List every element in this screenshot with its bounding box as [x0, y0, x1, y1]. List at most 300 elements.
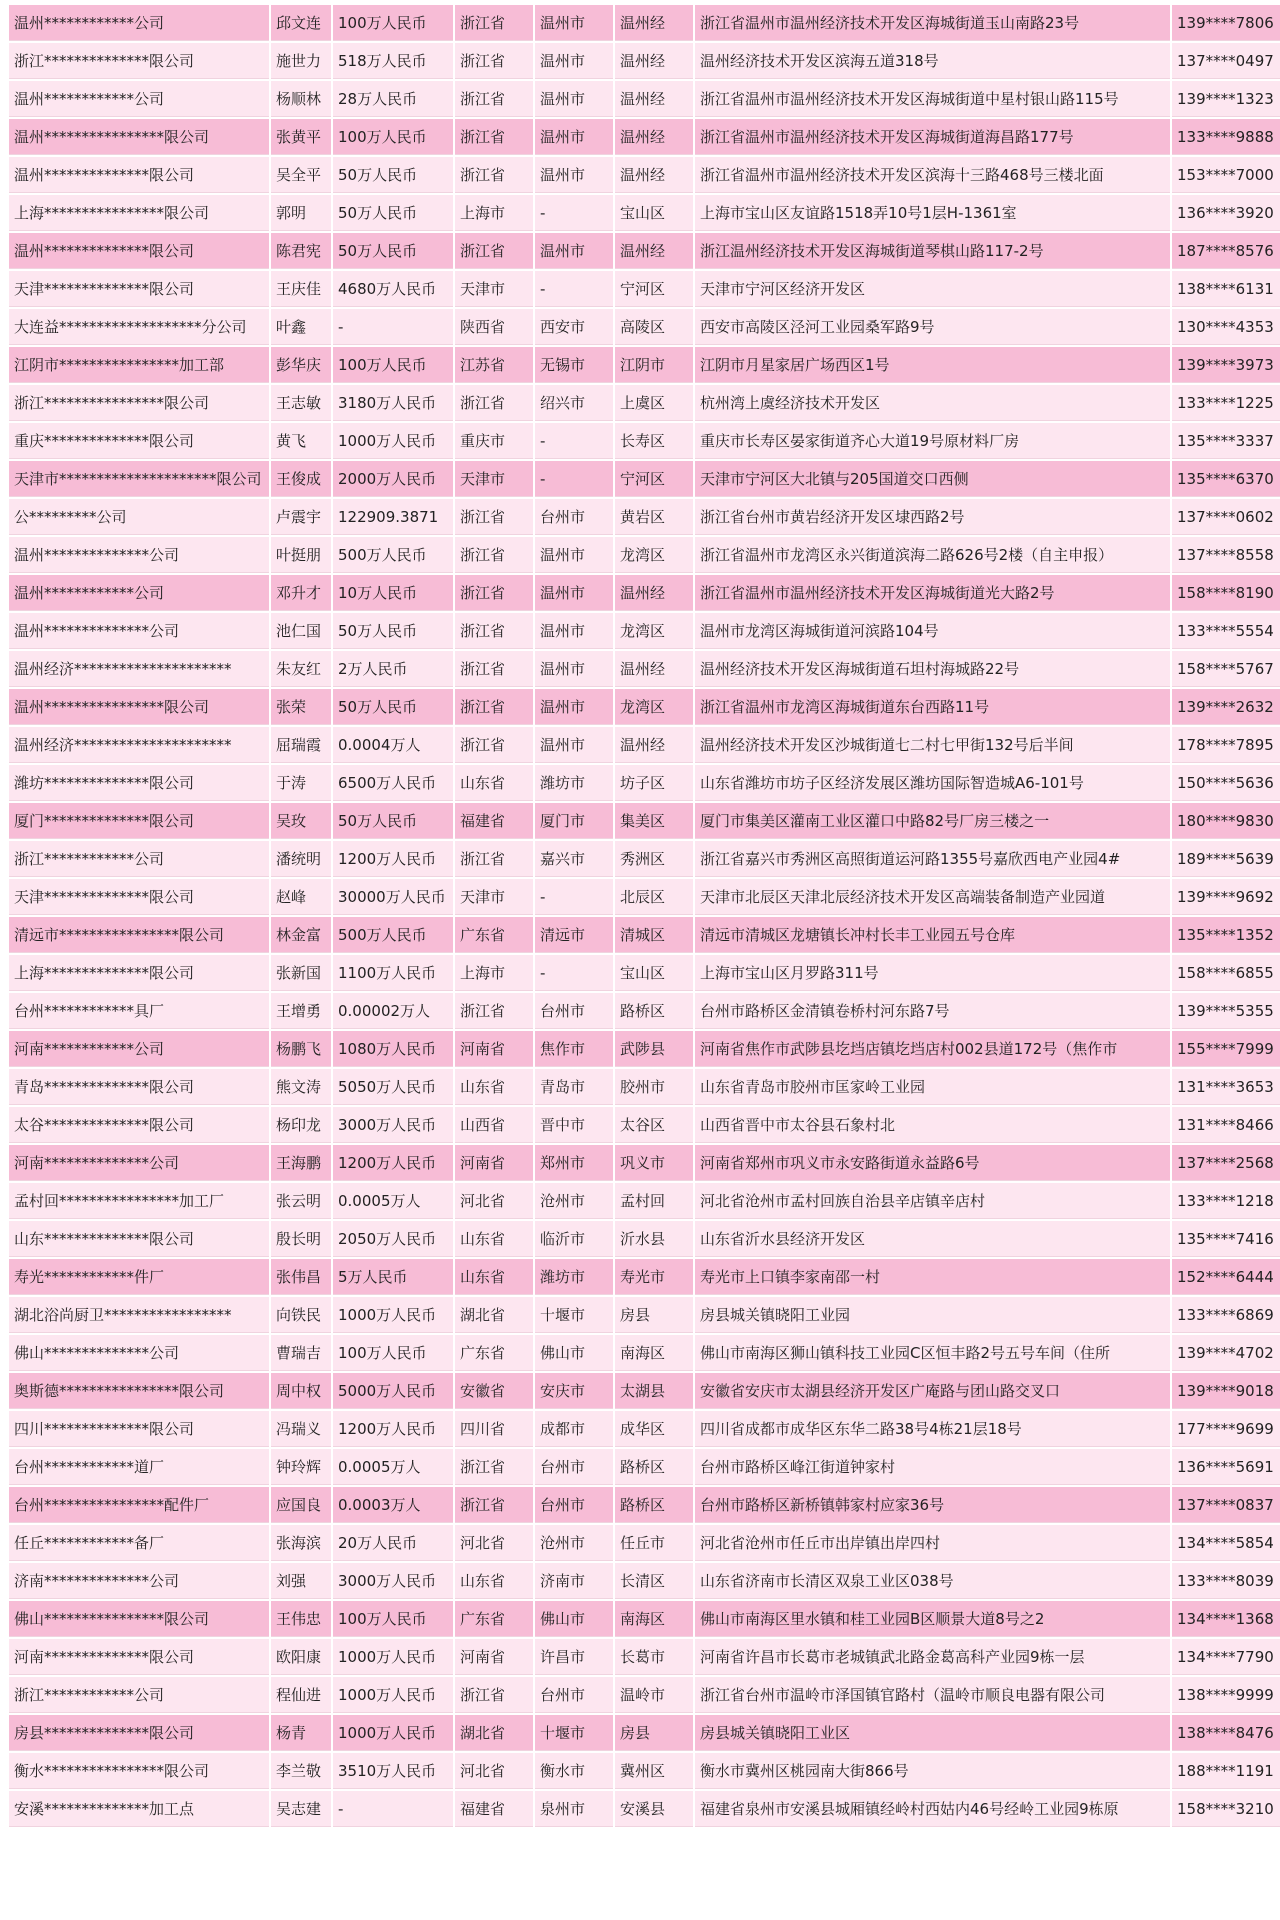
registered-capital-cell: 5万人民币 — [333, 1259, 453, 1295]
phone-cell: 135****3337 — [1172, 423, 1280, 459]
phone-cell: 187****8576 — [1172, 233, 1280, 269]
district-cell: 任丘市 — [615, 1525, 693, 1561]
table-row — [9, 727, 1280, 763]
phone-cell: 135****7416 — [1172, 1221, 1280, 1257]
registered-capital-cell: 10万人民币 — [333, 575, 453, 611]
registered-capital-cell: - — [333, 1791, 453, 1827]
district-cell: 温州经 — [615, 651, 693, 687]
address-cell: 西安市高陵区泾河工业园桑军路9号 — [695, 309, 1170, 345]
registered-capital-cell: 50万人民币 — [333, 803, 453, 839]
company-name-cell: 佛山**************公司 — [9, 1335, 269, 1371]
registered-capital-cell: 0.0003万人 — [333, 1487, 453, 1523]
legal-person-cell: 钟玲辉 — [271, 1449, 331, 1485]
phone-cell: 134****7790 — [1172, 1639, 1280, 1675]
company-name-cell: 天津**************限公司 — [9, 271, 269, 307]
company-name-cell: 寿光************件厂 — [9, 1259, 269, 1295]
phone-cell: 139****7806 — [1172, 5, 1280, 41]
province-cell: 山东省 — [455, 1069, 533, 1105]
district-cell: 秀洲区 — [615, 841, 693, 877]
province-cell: 安徽省 — [455, 1373, 533, 1409]
address-cell: 四川省成都市成华区东华二路38号4栋21层18号 — [695, 1411, 1170, 1447]
table-row — [9, 271, 1280, 307]
company-name-cell: 厦门**************限公司 — [9, 803, 269, 839]
registered-capital-cell: 1200万人民币 — [333, 1145, 453, 1181]
city-cell: 温州市 — [535, 575, 613, 611]
phone-cell: 180****9830 — [1172, 803, 1280, 839]
legal-person-cell: 熊文涛 — [271, 1069, 331, 1105]
table-row — [9, 1373, 1280, 1409]
registered-capital-cell: 500万人民币 — [333, 537, 453, 573]
city-cell: 晋中市 — [535, 1107, 613, 1143]
province-cell: 湖北省 — [455, 1715, 533, 1751]
legal-person-cell: 殷长明 — [271, 1221, 331, 1257]
table-row — [9, 917, 1280, 953]
district-cell: 龙湾区 — [615, 537, 693, 573]
registered-capital-cell: 6500万人民币 — [333, 765, 453, 801]
company-name-cell: 太谷**************限公司 — [9, 1107, 269, 1143]
phone-cell: 134****1368 — [1172, 1601, 1280, 1637]
district-cell: 房县 — [615, 1715, 693, 1751]
legal-person-cell: 屈瑞霞 — [271, 727, 331, 763]
table-row — [9, 1449, 1280, 1485]
company-name-cell: 山东**************限公司 — [9, 1221, 269, 1257]
table-row — [9, 1563, 1280, 1599]
table-row — [9, 841, 1280, 877]
company-name-cell: 房县**************限公司 — [9, 1715, 269, 1751]
city-cell: - — [535, 955, 613, 991]
company-name-cell: 衡水****************限公司 — [9, 1753, 269, 1789]
table-row — [9, 119, 1280, 155]
city-cell: 潍坊市 — [535, 765, 613, 801]
district-cell: 龙湾区 — [615, 689, 693, 725]
table-row — [9, 195, 1280, 231]
legal-person-cell: 杨青 — [271, 1715, 331, 1751]
company-name-cell: 任丘************备厂 — [9, 1525, 269, 1561]
company-name-cell: 温州经济********************* — [9, 651, 269, 687]
legal-person-cell: 叶鑫 — [271, 309, 331, 345]
district-cell: 北辰区 — [615, 879, 693, 915]
address-cell: 浙江省温州市温州经济技术开发区海城街道光大路2号 — [695, 575, 1170, 611]
district-cell: 太湖县 — [615, 1373, 693, 1409]
table-row — [9, 1183, 1280, 1219]
district-cell: 温州经 — [615, 119, 693, 155]
legal-person-cell: 张云明 — [271, 1183, 331, 1219]
legal-person-cell: 欧阳康 — [271, 1639, 331, 1675]
province-cell: 河南省 — [455, 1031, 533, 1067]
legal-person-cell: 曹瑞吉 — [271, 1335, 331, 1371]
company-name-cell: 温州**************限公司 — [9, 233, 269, 269]
table-row — [9, 1107, 1280, 1143]
address-cell: 浙江省温州市温州经济技术开发区海城街道中星村银山路115号 — [695, 81, 1170, 117]
company-name-cell: 温州************公司 — [9, 5, 269, 41]
company-name-cell: 浙江**************限公司 — [9, 43, 269, 79]
address-cell: 浙江省台州市黄岩经济开发区埭西路2号 — [695, 499, 1170, 535]
province-cell: 陕西省 — [455, 309, 533, 345]
address-cell: 厦门市集美区灌南工业区灌口中路82号厂房三楼之一 — [695, 803, 1170, 839]
table-row — [9, 537, 1280, 573]
city-cell: 郑州市 — [535, 1145, 613, 1181]
city-cell: 台州市 — [535, 993, 613, 1029]
province-cell: 山西省 — [455, 1107, 533, 1143]
address-cell: 杭州湾上虞经济技术开发区 — [695, 385, 1170, 421]
district-cell: 温州经 — [615, 727, 693, 763]
district-cell: 路桥区 — [615, 993, 693, 1029]
phone-cell: 178****7895 — [1172, 727, 1280, 763]
address-cell: 河南省许昌市长葛市老城镇武北路金葛高科产业园9栋一层 — [695, 1639, 1170, 1675]
table-row — [9, 993, 1280, 1029]
province-cell: 浙江省 — [455, 233, 533, 269]
table-row — [9, 1639, 1280, 1675]
registered-capital-cell: 1200万人民币 — [333, 1411, 453, 1447]
registered-capital-cell: 1100万人民币 — [333, 955, 453, 991]
phone-cell: 135****6370 — [1172, 461, 1280, 497]
address-cell: 台州市路桥区金清镇卷桥村河东路7号 — [695, 993, 1170, 1029]
company-name-cell: 重庆**************限公司 — [9, 423, 269, 459]
phone-cell: 139****2632 — [1172, 689, 1280, 725]
phone-cell: 131****3653 — [1172, 1069, 1280, 1105]
phone-cell: 138****8476 — [1172, 1715, 1280, 1751]
legal-person-cell: 杨印龙 — [271, 1107, 331, 1143]
legal-person-cell: 向铁民 — [271, 1297, 331, 1333]
registered-capital-cell: 50万人民币 — [333, 233, 453, 269]
phone-cell: 137****0837 — [1172, 1487, 1280, 1523]
province-cell: 四川省 — [455, 1411, 533, 1447]
province-cell: 浙江省 — [455, 157, 533, 193]
address-cell: 浙江省温州市温州经济技术开发区海城街道玉山南路23号 — [695, 5, 1170, 41]
table-row — [9, 81, 1280, 117]
registered-capital-cell: 28万人民币 — [333, 81, 453, 117]
company-name-cell: 台州************具厂 — [9, 993, 269, 1029]
table-row — [9, 1715, 1280, 1751]
address-cell: 温州经济技术开发区沙城街道七二村七甲街132号后半间 — [695, 727, 1170, 763]
province-cell: 浙江省 — [455, 993, 533, 1029]
legal-person-cell: 冯瑞义 — [271, 1411, 331, 1447]
district-cell: 上虞区 — [615, 385, 693, 421]
address-cell: 衡水市冀州区桃园南大街866号 — [695, 1753, 1170, 1789]
phone-cell: 133****8039 — [1172, 1563, 1280, 1599]
city-cell: 绍兴市 — [535, 385, 613, 421]
address-cell: 江阴市月星家居广场西区1号 — [695, 347, 1170, 383]
city-cell: 温州市 — [535, 727, 613, 763]
phone-cell: 177****9699 — [1172, 1411, 1280, 1447]
city-cell: 温州市 — [535, 233, 613, 269]
city-cell: 青岛市 — [535, 1069, 613, 1105]
city-cell: 安庆市 — [535, 1373, 613, 1409]
registered-capital-cell: 1000万人民币 — [333, 423, 453, 459]
city-cell: 焦作市 — [535, 1031, 613, 1067]
phone-cell: 133****6869 — [1172, 1297, 1280, 1333]
province-cell: 天津市 — [455, 461, 533, 497]
legal-person-cell: 卢震宇 — [271, 499, 331, 535]
address-cell: 山东省沂水县经济开发区 — [695, 1221, 1170, 1257]
legal-person-cell: 黄飞 — [271, 423, 331, 459]
company-table — [7, 3, 1280, 1829]
province-cell: 广东省 — [455, 1335, 533, 1371]
address-cell: 佛山市南海区狮山镇科技工业园C区恒丰路2号五号车间（住所 — [695, 1335, 1170, 1371]
address-cell: 房县城关镇晓阳工业区 — [695, 1715, 1170, 1751]
district-cell: 路桥区 — [615, 1487, 693, 1523]
company-name-cell: 温州**************公司 — [9, 537, 269, 573]
table-row — [9, 347, 1280, 383]
district-cell: 坊子区 — [615, 765, 693, 801]
company-name-cell: 四川**************限公司 — [9, 1411, 269, 1447]
registered-capital-cell: 3000万人民币 — [333, 1563, 453, 1599]
district-cell: 成华区 — [615, 1411, 693, 1447]
city-cell: 沧州市 — [535, 1183, 613, 1219]
city-cell: 温州市 — [535, 613, 613, 649]
district-cell: 清城区 — [615, 917, 693, 953]
address-cell: 安徽省安庆市太湖县经济开发区广庵路与团山路交叉口 — [695, 1373, 1170, 1409]
phone-cell: 189****5639 — [1172, 841, 1280, 877]
address-cell: 天津市宁河区经济开发区 — [695, 271, 1170, 307]
district-cell: 冀州区 — [615, 1753, 693, 1789]
company-name-cell: 上海**************限公司 — [9, 955, 269, 991]
legal-person-cell: 彭华庆 — [271, 347, 331, 383]
address-cell: 天津市宁河区大北镇与205国道交口西侧 — [695, 461, 1170, 497]
legal-person-cell: 邱文连 — [271, 5, 331, 41]
city-cell: 佛山市 — [535, 1335, 613, 1371]
company-table-body — [9, 5, 1280, 1827]
province-cell: 广东省 — [455, 917, 533, 953]
province-cell: 浙江省 — [455, 537, 533, 573]
province-cell: 浙江省 — [455, 385, 533, 421]
city-cell: - — [535, 423, 613, 459]
registered-capital-cell: 122909.3871 — [333, 499, 453, 535]
district-cell: 宝山区 — [615, 195, 693, 231]
city-cell: 十堰市 — [535, 1715, 613, 1751]
district-cell: 高陵区 — [615, 309, 693, 345]
registered-capital-cell: 30000万人民币 — [333, 879, 453, 915]
registered-capital-cell: 100万人民币 — [333, 1601, 453, 1637]
district-cell: 江阴市 — [615, 347, 693, 383]
registered-capital-cell: 2万人民币 — [333, 651, 453, 687]
city-cell: 温州市 — [535, 5, 613, 41]
company-name-cell: 公*********公司 — [9, 499, 269, 535]
district-cell: 温岭市 — [615, 1677, 693, 1713]
company-name-cell: 清远市****************限公司 — [9, 917, 269, 953]
city-cell: - — [535, 879, 613, 915]
province-cell: 湖北省 — [455, 1297, 533, 1333]
city-cell: 衡水市 — [535, 1753, 613, 1789]
city-cell: 厦门市 — [535, 803, 613, 839]
province-cell: 河北省 — [455, 1525, 533, 1561]
company-name-cell: 上海****************限公司 — [9, 195, 269, 231]
address-cell: 福建省泉州市安溪县城厢镇经岭村西姑内46号经岭工业园9栋原 — [695, 1791, 1170, 1827]
address-cell: 温州经济技术开发区海城街道石坦村海城路22号 — [695, 651, 1170, 687]
province-cell: 山东省 — [455, 1221, 533, 1257]
address-cell: 台州市路桥区峰江街道钟家村 — [695, 1449, 1170, 1485]
district-cell: 武陟县 — [615, 1031, 693, 1067]
phone-cell: 158****6855 — [1172, 955, 1280, 991]
province-cell: 河北省 — [455, 1183, 533, 1219]
city-cell: 温州市 — [535, 43, 613, 79]
province-cell: 浙江省 — [455, 841, 533, 877]
legal-person-cell: 王增勇 — [271, 993, 331, 1029]
table-row — [9, 1753, 1280, 1789]
table-row — [9, 461, 1280, 497]
registered-capital-cell: 100万人民币 — [333, 347, 453, 383]
city-cell: 成都市 — [535, 1411, 613, 1447]
address-cell: 浙江省温州市龙湾区海城街道东台西路11号 — [695, 689, 1170, 725]
address-cell: 温州市龙湾区海城街道河滨路104号 — [695, 613, 1170, 649]
phone-cell: 139****5355 — [1172, 993, 1280, 1029]
city-cell: 温州市 — [535, 537, 613, 573]
company-name-cell: 台州****************配件厂 — [9, 1487, 269, 1523]
company-name-cell: 潍坊**************限公司 — [9, 765, 269, 801]
table-row — [9, 1525, 1280, 1561]
phone-cell: 139****9018 — [1172, 1373, 1280, 1409]
legal-person-cell: 施世力 — [271, 43, 331, 79]
address-cell: 上海市宝山区月罗路311号 — [695, 955, 1170, 991]
legal-person-cell: 叶挺朋 — [271, 537, 331, 573]
registered-capital-cell: 1000万人民币 — [333, 1715, 453, 1751]
district-cell: 温州经 — [615, 575, 693, 611]
district-cell: 房县 — [615, 1297, 693, 1333]
address-cell: 温州经济技术开发区滨海五道318号 — [695, 43, 1170, 79]
district-cell: 宁河区 — [615, 461, 693, 497]
registered-capital-cell: 4680万人民币 — [333, 271, 453, 307]
district-cell: 南海区 — [615, 1335, 693, 1371]
registered-capital-cell: 100万人民币 — [333, 119, 453, 155]
registered-capital-cell: 50万人民币 — [333, 157, 453, 193]
district-cell: 巩义市 — [615, 1145, 693, 1181]
company-name-cell: 温州经济********************* — [9, 727, 269, 763]
registered-capital-cell: 1000万人民币 — [333, 1297, 453, 1333]
district-cell: 南海区 — [615, 1601, 693, 1637]
table-row — [9, 803, 1280, 839]
address-cell: 河北省沧州市孟村回族自治县辛店镇辛店村 — [695, 1183, 1170, 1219]
city-cell: 佛山市 — [535, 1601, 613, 1637]
registered-capital-cell: 5050万人民币 — [333, 1069, 453, 1105]
district-cell: 黄岩区 — [615, 499, 693, 535]
province-cell: 福建省 — [455, 803, 533, 839]
province-cell: 山东省 — [455, 1563, 533, 1599]
address-cell: 清远市清城区龙塘镇长冲村长丰工业园五号仓库 — [695, 917, 1170, 953]
city-cell: 十堰市 — [535, 1297, 613, 1333]
company-name-cell: 河南**************限公司 — [9, 1639, 269, 1675]
company-name-cell: 天津市*********************限公司 — [9, 461, 269, 497]
city-cell: - — [535, 271, 613, 307]
company-name-cell: 青岛**************限公司 — [9, 1069, 269, 1105]
phone-cell: 137****8558 — [1172, 537, 1280, 573]
district-cell: 路桥区 — [615, 1449, 693, 1485]
province-cell: 浙江省 — [455, 1487, 533, 1523]
city-cell: 温州市 — [535, 157, 613, 193]
phone-cell: 137****0497 — [1172, 43, 1280, 79]
table-row — [9, 689, 1280, 725]
company-name-cell: 奥斯德****************限公司 — [9, 1373, 269, 1409]
phone-cell: 158****5767 — [1172, 651, 1280, 687]
legal-person-cell: 杨顺林 — [271, 81, 331, 117]
province-cell: 浙江省 — [455, 119, 533, 155]
table-row — [9, 43, 1280, 79]
province-cell: 河北省 — [455, 1753, 533, 1789]
company-name-cell: 温州**************公司 — [9, 613, 269, 649]
phone-cell: 138****9999 — [1172, 1677, 1280, 1713]
district-cell: 寿光市 — [615, 1259, 693, 1295]
legal-person-cell: 张黄平 — [271, 119, 331, 155]
province-cell: 浙江省 — [455, 651, 533, 687]
city-cell: 无锡市 — [535, 347, 613, 383]
legal-person-cell: 于涛 — [271, 765, 331, 801]
table-row — [9, 309, 1280, 345]
phone-cell: 133****1225 — [1172, 385, 1280, 421]
registered-capital-cell: 5000万人民币 — [333, 1373, 453, 1409]
registered-capital-cell: 100万人民币 — [333, 1335, 453, 1371]
company-name-cell: 安溪**************加工点 — [9, 1791, 269, 1827]
registered-capital-cell: 20万人民币 — [333, 1525, 453, 1561]
district-cell: 宁河区 — [615, 271, 693, 307]
legal-person-cell: 刘强 — [271, 1563, 331, 1599]
address-cell: 浙江省温州市龙湾区永兴街道滨海二路626号2楼（自主申报） — [695, 537, 1170, 573]
company-table-container — [7, 0, 1275, 1829]
company-name-cell: 浙江************公司 — [9, 841, 269, 877]
province-cell: 浙江省 — [455, 1677, 533, 1713]
company-name-cell: 大连益*******************分公司 — [9, 309, 269, 345]
company-name-cell: 温州**************限公司 — [9, 157, 269, 193]
company-name-cell: 孟村回****************加工厂 — [9, 1183, 269, 1219]
address-cell: 上海市宝山区友谊路1518弄10号1层H-1361室 — [695, 195, 1170, 231]
district-cell: 长寿区 — [615, 423, 693, 459]
table-row — [9, 233, 1280, 269]
phone-cell: 139****4702 — [1172, 1335, 1280, 1371]
district-cell: 长清区 — [615, 1563, 693, 1599]
table-row — [9, 1069, 1280, 1105]
legal-person-cell: 郭明 — [271, 195, 331, 231]
city-cell: 温州市 — [535, 689, 613, 725]
table-row — [9, 1145, 1280, 1181]
city-cell: 潍坊市 — [535, 1259, 613, 1295]
legal-person-cell: 赵峰 — [271, 879, 331, 915]
city-cell: 济南市 — [535, 1563, 613, 1599]
legal-person-cell: 池仁国 — [271, 613, 331, 649]
address-cell: 山东省潍坊市坊子区经济发展区潍坊国际智造城A6-101号 — [695, 765, 1170, 801]
legal-person-cell: 应国良 — [271, 1487, 331, 1523]
province-cell: 上海市 — [455, 955, 533, 991]
province-cell: 广东省 — [455, 1601, 533, 1637]
city-cell: 沧州市 — [535, 1525, 613, 1561]
table-row — [9, 575, 1280, 611]
province-cell: 浙江省 — [455, 81, 533, 117]
province-cell: 福建省 — [455, 1791, 533, 1827]
province-cell: 浙江省 — [455, 43, 533, 79]
registered-capital-cell: 100万人民币 — [333, 5, 453, 41]
table-row — [9, 5, 1280, 41]
legal-person-cell: 林金富 — [271, 917, 331, 953]
table-row — [9, 157, 1280, 193]
table-row — [9, 1487, 1280, 1523]
registered-capital-cell: 0.0005万人 — [333, 1449, 453, 1485]
city-cell: 嘉兴市 — [535, 841, 613, 877]
registered-capital-cell: 500万人民币 — [333, 917, 453, 953]
province-cell: 浙江省 — [455, 1449, 533, 1485]
address-cell: 浙江省温州市温州经济技术开发区滨海十三路468号三楼北面 — [695, 157, 1170, 193]
legal-person-cell: 张荣 — [271, 689, 331, 725]
city-cell: 温州市 — [535, 119, 613, 155]
registered-capital-cell: 0.0005万人 — [333, 1183, 453, 1219]
legal-person-cell: 王庆佳 — [271, 271, 331, 307]
legal-person-cell: 王伟忠 — [271, 1601, 331, 1637]
registered-capital-cell: - — [333, 309, 453, 345]
table-row — [9, 1297, 1280, 1333]
phone-cell: 136****5691 — [1172, 1449, 1280, 1485]
table-row — [9, 1677, 1280, 1713]
legal-person-cell: 潘统明 — [271, 841, 331, 877]
district-cell: 温州经 — [615, 81, 693, 117]
address-cell: 重庆市长寿区晏家街道齐心大道19号原材料厂房 — [695, 423, 1170, 459]
table-row — [9, 879, 1280, 915]
company-name-cell: 河南************公司 — [9, 1031, 269, 1067]
